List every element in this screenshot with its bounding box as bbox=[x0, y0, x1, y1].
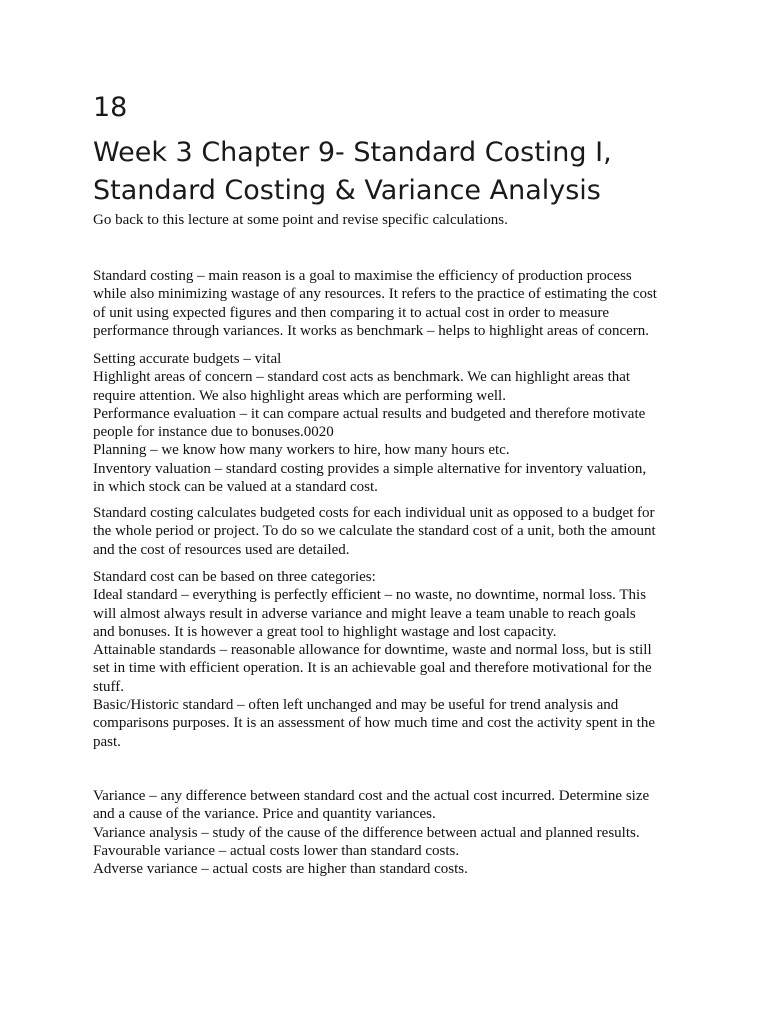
text-line: and bonuses. It is however a great tool to highlight wastage and lost capacity. bbox=[93, 623, 557, 640]
text-line: Variance – any difference between standard cost and the actual cost incurred. Determine size bbox=[93, 788, 650, 804]
text-line: Highlight areas of concern – standard cost acts as benchmark. We can highlight areas that bbox=[93, 369, 631, 386]
text-line: and a cause of the variance. Price and quantity variances. bbox=[93, 806, 436, 823]
paragraph bbox=[93, 787, 693, 878]
text-line: in which stock can be valued at a standard cost. bbox=[93, 479, 378, 496]
text-line: comparisons purposes. It is an assessment of how much time and cost the activity spent in the bbox=[93, 715, 655, 732]
text-line: Setting accurate budgets – vital bbox=[93, 351, 282, 367]
text-line: Performance evaluation – it can compare actual results and budgeted and therefore motivate bbox=[93, 405, 646, 422]
text-line: people for instance due to bonuses.0020 bbox=[93, 424, 334, 441]
text-line: Go back to this lecture at some point and revise specific calculations. bbox=[93, 212, 508, 228]
text-line: and the cost of resources used are detailed. bbox=[93, 541, 350, 558]
text-line: Attainable standards – reasonable allowance for downtime, waste and normal loss, but is still bbox=[93, 642, 652, 659]
text-line: Variance analysis – study of the cause of the difference between actual and planned results. bbox=[93, 824, 640, 841]
paragraph bbox=[93, 267, 693, 340]
text-line: set in time with efficient operation. It is an achievable goal and therefore motivational for the bbox=[93, 660, 652, 677]
text-line: stuff. bbox=[93, 678, 124, 695]
text-line: Favourable variance – actual costs lower than standard costs. bbox=[93, 842, 460, 859]
paragraph bbox=[93, 504, 693, 559]
text-line: the whole period or project. To do so we calculate the standard cost of a unit, both the amount bbox=[93, 523, 656, 540]
text-line: performance through variances. It works as benchmark – helps to highlight areas of concern. bbox=[93, 322, 650, 339]
paragraph bbox=[93, 350, 693, 496]
text-line: will almost always result in adverse variance and might leave a team unable to reach goals bbox=[93, 605, 636, 622]
text-line: past. bbox=[93, 733, 121, 750]
text-line: Basic/Historic standard – often left unchanged and may be useful for trend analysis and bbox=[93, 697, 619, 714]
text-line: Standard costing – main reason is a goal to maximise the efficiency of production process bbox=[93, 268, 632, 284]
text-line: Inventory valuation – standard costing provides a simple alternative for inventory valuation, bbox=[93, 460, 647, 477]
text-line: Standard costing calculates budgeted costs for each individual unit as opposed to a budget for bbox=[93, 505, 655, 521]
text-line: Ideal standard – everything is perfectly efficient – no waste, no downtime, normal loss. This bbox=[93, 587, 647, 604]
text-line: require attention. We also highlight areas which are performing well. bbox=[93, 387, 506, 404]
text-line: while also minimizing wastage of any resources. It refers to the practice of estimating the cost bbox=[93, 286, 657, 303]
text-line: Planning – we know how many workers to hire, how many hours etc. bbox=[93, 442, 510, 459]
paragraph bbox=[93, 211, 693, 229]
text-line: Standard cost can be based on three categories: bbox=[93, 569, 376, 585]
page-title-line-1: Week 3 Chapter 9- Standard Costing I, bbox=[93, 137, 612, 168]
paragraph bbox=[93, 568, 693, 751]
page-number: 18 bbox=[93, 92, 128, 123]
text-line: of unit using expected figures and then comparing it to actual cost in order to measure bbox=[93, 304, 610, 321]
text-line: Adverse variance – actual costs are higher than standard costs. bbox=[93, 861, 468, 878]
page-title-line-2: Standard Costing & Variance Analysis bbox=[93, 175, 601, 206]
